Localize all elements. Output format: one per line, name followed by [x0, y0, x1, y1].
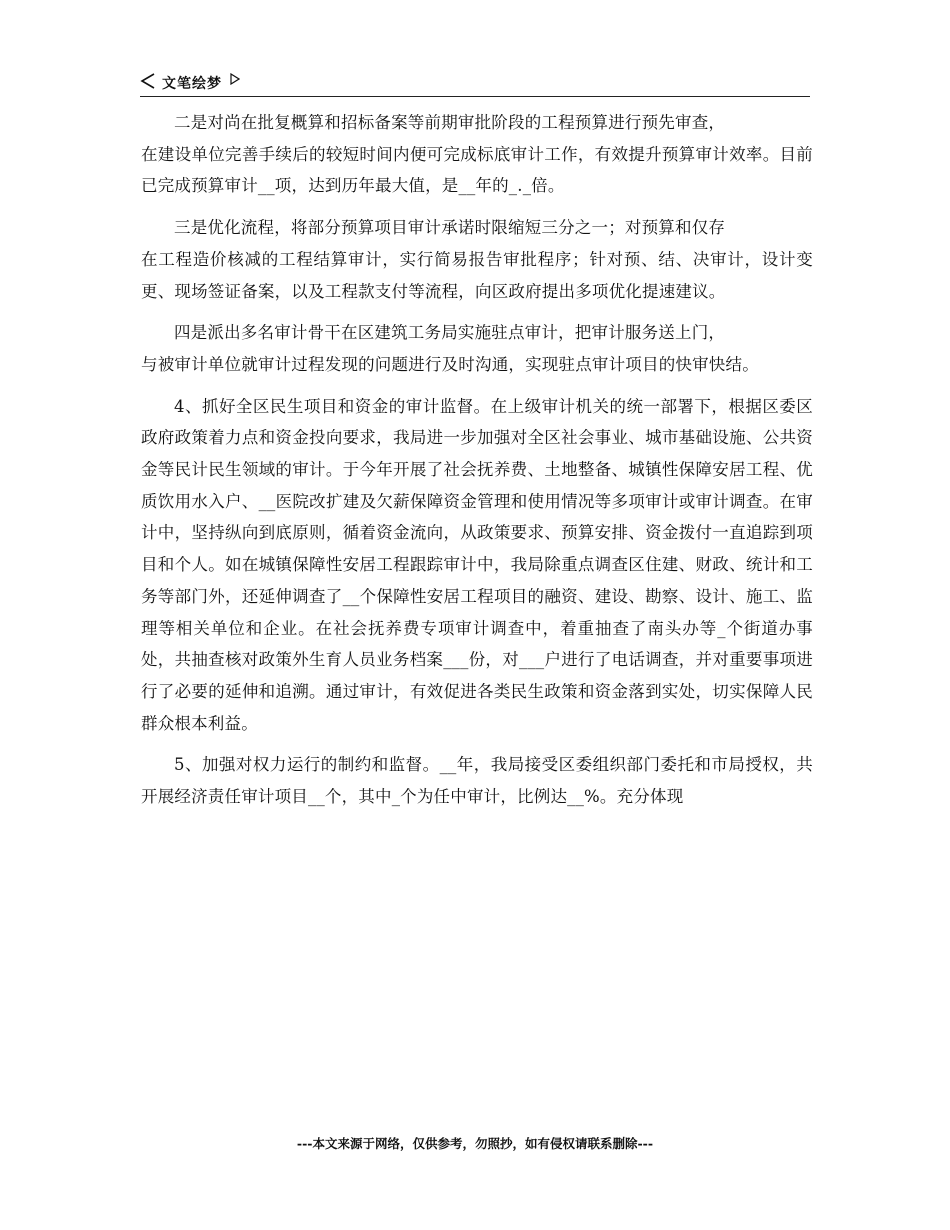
paragraph: 4、抓好全区民生项目和资金的审计监督。在上级审计机关的统一部署下，根据区委区政府政策着力点和资金投向要求，我局进一步加强对全区社会事业、城市基础设施、公共资金等民计民生领域的审计。于今年开展了社会抚养费、土地整备、城镇性保障安居工程、优质饮用水入户、__医院改扩建及欠薪保障资金管理和使用情况等多项审计或审计调查。在审计中，坚持纵向到底原则，循着资金流向，从政策要求、预算安排、资金拨付一直追踪到项目和个人。如在城镇保障性安居工程跟踪审计中，我局除重点调查区住建、财政、统计和工务等部门外，还延伸调查了__个保障性安居工程项目的融资、建设、勘察、设计、施工、监理等相关单位和企业。在社会抚养费专项审计调查中，着重抽查了南头办等_个街道办事处，共抽查核对政策外生育人员业务档案___份，对___户进行了电话调查，并对重要事项进行了必要的延伸和追溯。通过审计，有效促进各类民生政策和资金落到实处，切实保障人民群众根本利益。	[141, 396, 813, 733]
triangle-left-icon	[140, 72, 156, 90]
document-body	[141, 107, 813, 823]
paragraph: 四是派出多名审计骨干在区建筑工务局实施驻点审计，把审计服务送上门， 与被审计单位就审计过程发现的问题进行及时沟通，实现驻点审计项目的快审快结。	[141, 323, 759, 374]
brand-name: 文笔绘梦	[162, 76, 222, 92]
triangle-right-icon	[230, 73, 240, 85]
paragraph: 二是对尚在批复概算和招标备案等前期审批阶段的工程预算进行预先审查， 在建设单位完善手续后的较短时间内便可完成标底审计工作，有效提升预算审计效率。目前已完成预算审计__项，达到历年最大值，是__年的_._倍。	[141, 113, 813, 196]
page-header	[140, 70, 810, 97]
footer-notice: ---本文来源于网络，仅供参考，勿照抄，如有侵权请联系删除---	[296, 1136, 654, 1151]
paragraph: 5、加强对权力运行的制约和监督。__年，我局接受区委组织部门委托和市局授权，共开展经济责任审计项目__个，其中_个为任中审计，比例达__%。充分体现	[141, 755, 813, 807]
paragraph: 三是优化流程，将部分预算项目审计承诺时限缩短三分之一；对预算和仅存 在工程造价核减的工程结算审计，实行简易报告审批程序；针对预、结、决审计，设计变更、现场签证备案，以及工程款支付等流程，向区政府提出多项优化提速建议。	[141, 218, 813, 301]
